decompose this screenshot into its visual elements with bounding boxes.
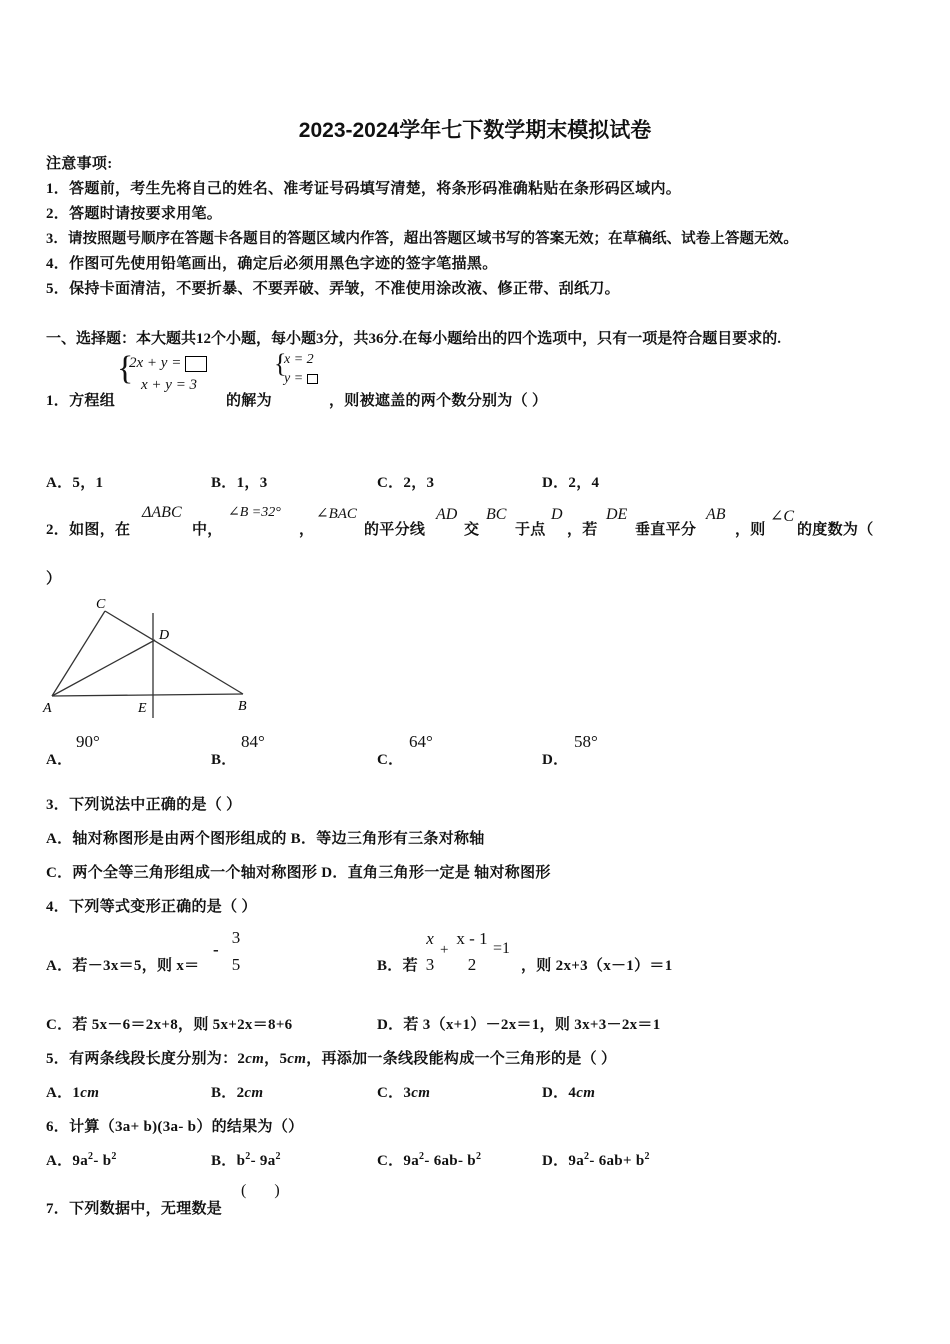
q5-option-c: C．3cm [377,1085,431,1101]
q1-sol1: x = 2 [284,352,314,367]
q4-a-denominator: 5 [231,955,241,974]
q2-text: ， [299,522,315,538]
q2-math: D [551,506,563,523]
label-b: B [238,699,247,714]
q4-a-sign: - [213,940,219,959]
q1-eq2: x + y = 3 [141,377,198,393]
q2-math: ∠BAC [316,506,357,522]
q4-a-numerator: 3 [231,928,241,947]
q2-math: DE [606,506,628,523]
q1-sol2: y = [284,371,318,387]
q2-option-b-letter: B． [211,752,237,768]
q2-math: ∠C [770,508,795,525]
notice-item: 4．作图可先使用铅笔画出，确定后必须用黑色字迹的签字笔描黑。 [46,256,498,272]
q2-math: BC [486,506,507,523]
q5-option-b: B．2cm [211,1085,264,1101]
q2-text: 垂直平分 [635,522,697,538]
q1-mid: 的解为 [226,393,272,409]
q2-option-d-value: 58° [574,732,598,751]
q7-paren: ( ) [241,1182,280,1199]
page-title: 2023-2024学年七下数学期末模拟试卷 [298,119,652,142]
notice-item: 2．答题时请按要求用笔。 [46,206,223,222]
q2-text: 的度数为（ [797,522,874,538]
q2-option-c-value: 64° [409,732,433,751]
q1-option-d: D．2，4 [542,475,600,491]
q4-b-num2: x - 1 [456,929,488,948]
q2-math: AB [706,506,726,523]
q2-text: 2．如图，在 [46,522,131,538]
q2-text: ，若 [567,522,598,538]
q2-text: 于点 [515,522,546,538]
q2-option-a-letter: A． [46,752,73,768]
q6-stem: 6．计算（3a+ b)(3a- b）的结果为（） [46,1119,304,1135]
q4-b-eq: =1 [493,940,511,957]
q4-option-c: C．若 5x－6＝2x+8，则 5x+2x＝8+6 [46,1017,293,1033]
q7-stem: 7．下列数据中，无理数是 [46,1201,223,1217]
q2-option-a-value: 90° [76,732,100,751]
q2-option-d-letter: D． [542,752,569,768]
q4-option-a: A．若－3x＝5，则 x＝ [46,958,200,974]
q3-options-cd: C．两个全等三角形组成一个轴对称图形 D．直角三角形一定是 轴对称图形 [46,865,551,881]
q3-stem: 3．下列说法中正确的是（ ） [46,797,242,813]
q4-stem: 4．下列等式变形正确的是（ ） [46,899,257,915]
q2-close: ） [46,571,62,587]
label-e: E [138,701,147,716]
triangle-figure [40,596,260,720]
section-heading: 一、选择题：本大题共12个小题，每小题3分，共36分.在每小题给出的四个选项中，只有一项是符合题目要求的. [46,331,782,347]
q2-math: AD [436,506,458,523]
q1-option-b: B．1，3 [211,475,268,491]
cover-box [185,356,207,372]
q4-b-prefix: B．若 [377,958,418,974]
q6-option-a: A．$9a^2-$ $b^2$ [46,1151,117,1169]
cover-box [307,374,318,384]
notice-heading: 注意事项: [46,156,113,172]
q4-b-x: x [426,929,434,948]
notice-item: 5．保持卡面清洁，不要折暴、不要弄破、弄皱，不准使用涂改液、修正带、刮纸刀。 [46,281,620,297]
label-d: D [159,628,170,643]
q3-options-ab: A．轴对称图形是由两个图形组成的 B．等边三角形有三条对称轴 [46,831,485,847]
q4-b-3: 3 [425,955,435,974]
q1-eq1: 2x + y = [129,355,207,372]
q1-option-c: C．2，3 [377,475,435,491]
q4-option-d: D．若 3（x+1）－2x＝1，则 3x+3－2x＝1 [377,1017,661,1033]
q5-option-a: A．1cm [46,1085,100,1101]
notice-item: 3．请按照题号顺序在答题卡各题目的答题区域内作答，超出答题区域书写的答案无效；在草稿纸、试卷上答题无效。 [46,231,798,247]
brace-icon: { [274,349,287,378]
q5-option-d: D．4cm [542,1085,596,1101]
q6-option-d: D．$9a^2-$ $6ab+ b^2$ [542,1151,650,1169]
q2-math: ΔABC [142,504,182,521]
q2-math: ∠B =32° [228,505,281,520]
q6-option-c: C．$9a^2-$ 6ab- $b^2$ [377,1151,482,1169]
q2-option-b-value: 84° [241,732,265,751]
q4-b-plus: + [440,942,449,958]
q2-text: 中， [192,522,223,538]
q4-b-den2: 2 [467,955,477,974]
label-a: A [43,701,52,716]
q2-text: 交 [464,522,480,538]
label-c: C [96,597,106,612]
q6-option-b: B．$b^2-$ $9a^2$ [211,1151,281,1169]
q1-suffix: ，则被遮盖的两个数分别为（ ） [329,393,548,409]
q1-option-a: A．5，1 [46,475,104,491]
q2-option-c-letter: C． [377,752,404,768]
q1-prefix: 1．方程组 [46,393,116,409]
q2-text: ，则 [735,522,766,538]
q4-b-suffix: ，则 2x+3（x－1）＝1 [521,958,673,974]
notice-item: 1．答题前，考生先将自己的姓名、准考证号码填写清楚，将条形码准确粘贴在条形码区域内。 [46,181,682,197]
brace-icon: { [117,350,134,387]
q2-text: 的平分线 [364,522,426,538]
q5-stem: 5．有两条线段长度分别为：2cm，5cm，再添加一条线段能构成一个三角形的是（ ） [46,1051,617,1067]
